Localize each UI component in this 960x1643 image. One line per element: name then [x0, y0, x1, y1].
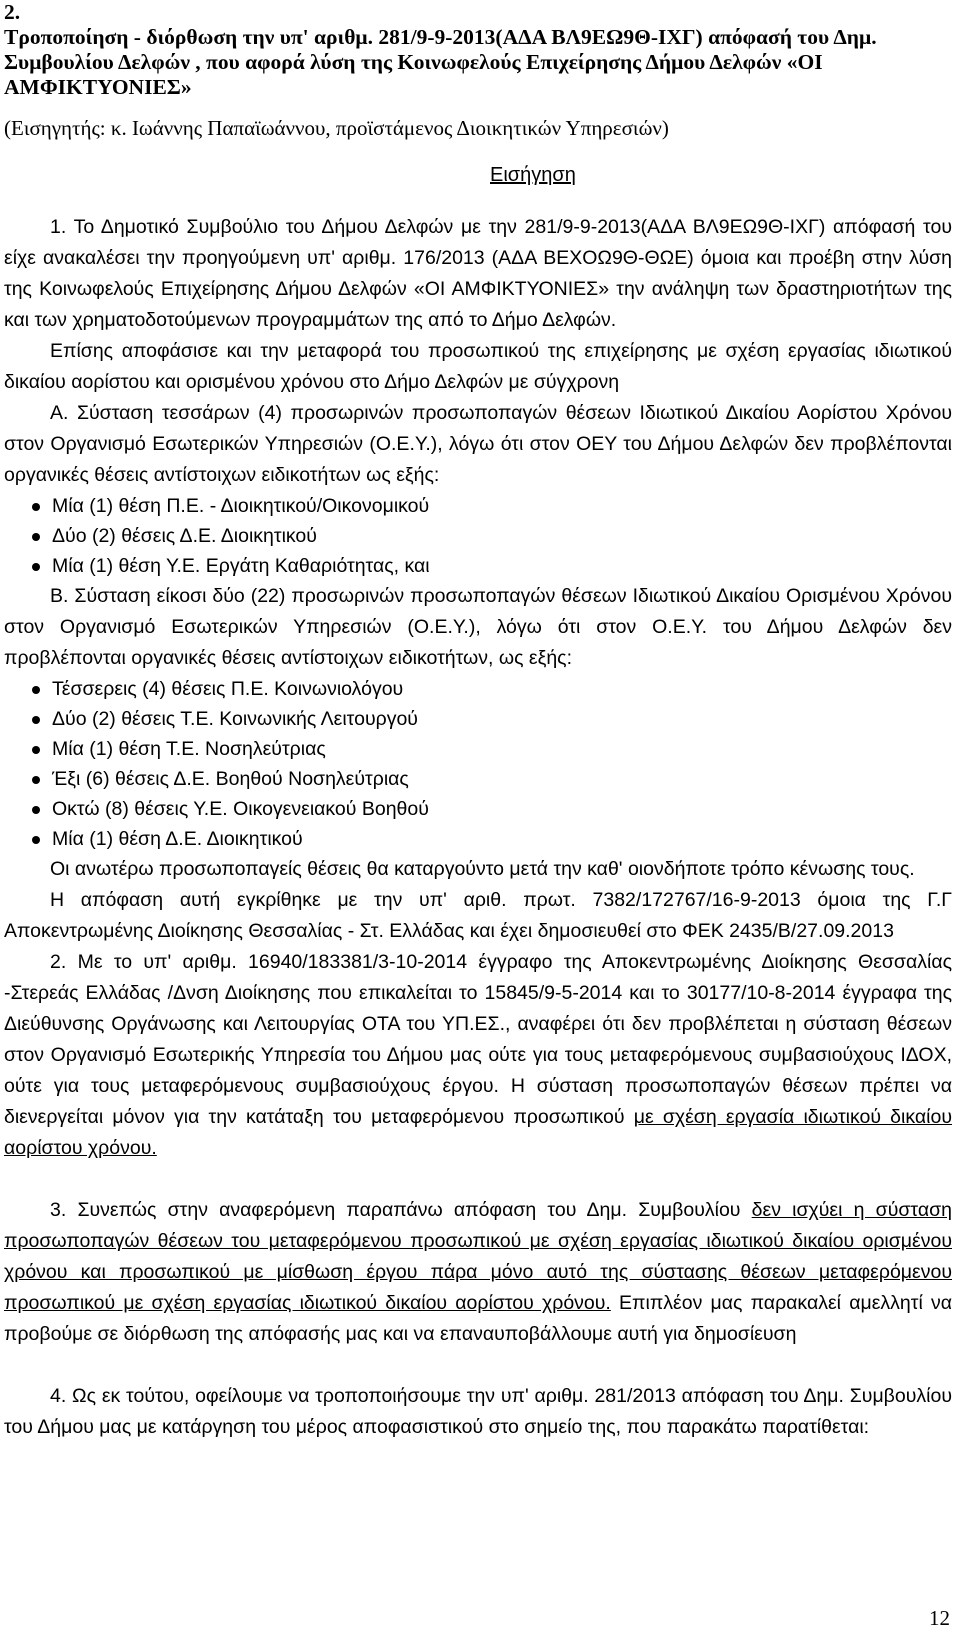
- list-item: Μία (1) θέση Δ.Ε. Διοικητικού: [52, 824, 952, 854]
- paragraph-b: Β. Σύσταση είκοσι δύο (22) προσωρινών προσωποπαγών θέσεων Ιδιωτικού Δικαίου Ορισμένου Χρόνου στον Οργανισμό Εσωτερικών Υπηρεσιών (Ο.Ε.Υ.), λόγω ότι στον Ο.Ε.Υ. του Δήμου Δελφών δεν προβλέπονται οργανικές θέσεις αντίστοιχων ειδικοτήτων, ως εξής:: [4, 585, 952, 669]
- list-a: [4, 491, 952, 581]
- paragraph-5-underlined: με σχέση εργασία ιδιωτικού δικαίου αορίστου χρόνου.: [4, 1106, 952, 1159]
- list-b: [4, 674, 952, 854]
- paragraph-5-text: 2. Με το υπ' αριθμ. 16940/183381/3-10-2014 έγγραφο της Αποκεντρωμένης Διοίκησης Θεσσαλίας -Στερεάς Ελλάδας /Δνση Διοίκησης που επικαλείται το 15845/9-5-2014 και το 30177/10-8-2014 έγγραφα της Διεύθυνσης Οργάνωσης και Λειτουργίας ΟΤΑ του ΥΠ.ΕΣ., αναφέρει ότι δεν προβλέπεται η σύσταση θέσεων στον Οργανισμό Εσωτερικής Υπηρεσία του Δήμου μας ούτε για τους μεταφερόμενους συμβασιούχους ΙΔΟΧ, ούτε για τους μεταφερόμενους συμβασιούχους έργου. Η σύσταση προσωποπαγών θέσεων πρέπει να διενεργείται μόνον για την κατάταξη του μεταφερόμενου προσωπικού: [4, 951, 952, 1128]
- paragraph-6-underlined: δεν ισχύει η σύσταση προσωποπαγών θέσεων του μεταφερόμενου προσωπικού με σχέση εργασίας ιδιωτικού δικαίου ορισμένου χρόνου και προσωπικού με μίσθωση έργου πάρα μόνο αυτό της σύστασης θέσεων μεταφερόμενου προσωπικού με σχέση εργασίας ιδιωτικού δικαίου αορίστου χρόνου.: [4, 1199, 952, 1314]
- list-item: Μία (1) θέση Π.Ε. - Διοικητικού/Οικονομικού: [52, 491, 952, 521]
- list-item: Τέσσερεις (4) θέσεις Π.Ε. Κοινωνιολόγου: [52, 674, 952, 704]
- rapporteur-line: (Εισηγητής: κ. Ιωάννης Παπαϊωάννου, προϊστάμενος Διοικητικών Υπηρεσιών): [4, 116, 669, 140]
- paragraph-4: Η απόφαση αυτή εγκρίθηκε με την υπ' αριθ. πρωτ. 7382/172767/16-9-2013 όμοια της Γ.Γ Αποκεντρωμένης Διοίκησης Θεσσαλίας - Στ. Ελλάδας και έχει δημοσιευθεί στο ΦΕΚ 2435/Β/27.09.2013: [4, 889, 952, 942]
- list-item: Οκτώ (8) θέσεις Υ.Ε. Οικογενειακού Βοηθού: [52, 794, 952, 824]
- paragraph-3: Οι ανωτέρω προσωποπαγείς θέσεις θα καταργούντο μετά την καθ' οιονδήποτε τρόπο κένωσης τους.: [50, 858, 915, 880]
- list-item: Μία (1) θέση Τ.Ε. Νοσηλεύτριας: [52, 734, 952, 764]
- item-header: [4, 0, 956, 100]
- paragraph-7: 4. Ως εκ τούτου, οφείλουμε να τροποποιήσουμε την υπ' αριθμ. 281/2013 απόφαση του Δημ. Συμβουλίου του Δήμου μας με κατάργηση του μέρος αποφασιστικού στο σημείο της, που παρακάτω παρατίθεται:: [4, 1385, 952, 1438]
- list-item: Δύο (2) θέσεις Δ.Ε. Διοικητικού: [52, 521, 952, 551]
- item-number: 2.: [4, 0, 21, 24]
- paragraph-6-tail: Επιπλέον μας παρακαλεί αμελλητί να προβούμε σε διόρθωση της απόφασής μας και να επαναυποβάλλουμε αυτή για δημοσίευση: [4, 1292, 952, 1345]
- paragraph-6: [4, 1195, 952, 1350]
- recommendation-title: Εισήγηση: [490, 164, 576, 186]
- paragraph-5: [4, 947, 952, 1164]
- document-body: [4, 212, 952, 1443]
- page-number: 12: [929, 1606, 950, 1630]
- paragraph-2: Επίσης αποφάσισε και την μεταφορά του προσωπικού της επιχείρησης με σχέση εργασίας ιδιωτικού δικαίου αορίστου και ορισμένου χρόνου στο Δήμο Δελφών με σύγχρονη: [4, 340, 952, 393]
- paragraph-1: 1. Το Δημοτικό Συμβούλιο του Δήμου Δελφών με την 281/9-9-2013(ΑΔΑ ΒΛ9ΕΩ9Θ-ΙΧΓ) απόφασή του είχε ανακαλέσει την προηγούμενη υπ' αριθμ. 176/2013 (ΑΔΑ ΒΕΧΟΩ9Θ-ΘΩΕ) όμοια και προέβη στην λύση της Κοινωφελούς Επιχείρησης Δήμου Δελφών «ΟΙ ΑΜΦΙΚΤΥΟΝΙΕΣ» την ανάληψη των δραστηριοτήτων της και των χρηματοδοτούμενων προγραμμάτων της από το Δήμο Δελφών.: [4, 216, 952, 331]
- list-item: Δύο (2) θέσεις Τ.Ε. Κοινωνικής Λειτουργού: [52, 704, 952, 734]
- list-item: Έξι (6) θέσεις Δ.Ε. Βοηθού Νοσηλεύτριας: [52, 764, 952, 794]
- paragraph-6-text: 3. Συνεπώς στην αναφερόμενη παραπάνω απόφαση του Δημ. Συμβουλίου: [50, 1199, 741, 1221]
- list-item: Μία (1) θέση Υ.Ε. Εργάτη Καθαριότητας, και: [52, 551, 952, 581]
- paragraph-a: Α. Σύσταση τεσσάρων (4) προσωρινών προσωποπαγών θέσεων Ιδιωτικού Δικαίου Αορίστου Χρόνου στον Οργανισμό Εσωτερικών Υπηρεσιών (Ο.Ε.Υ.), λόγω ότι στον ΟΕΥ του Δήμου Δελφών δεν προβλέπονται οργανικές θέσεις αντίστοιχων ειδικοτήτων ως εξής:: [4, 402, 952, 486]
- item-title: Τροποποίηση - διόρθωση την υπ' αριθμ. 281/9-9-2013(ΑΔΑ ΒΛ9ΕΩ9Θ-ΙΧΓ) απόφασή του Δημ. Συμβουλίου Δελφών , που αφορά λύση της Κοινωφελούς Επιχείρησης Δήμου Δελφών «ΟΙ ΑΜΦΙΚΤΥΟΝΙΕΣ»: [4, 25, 877, 99]
